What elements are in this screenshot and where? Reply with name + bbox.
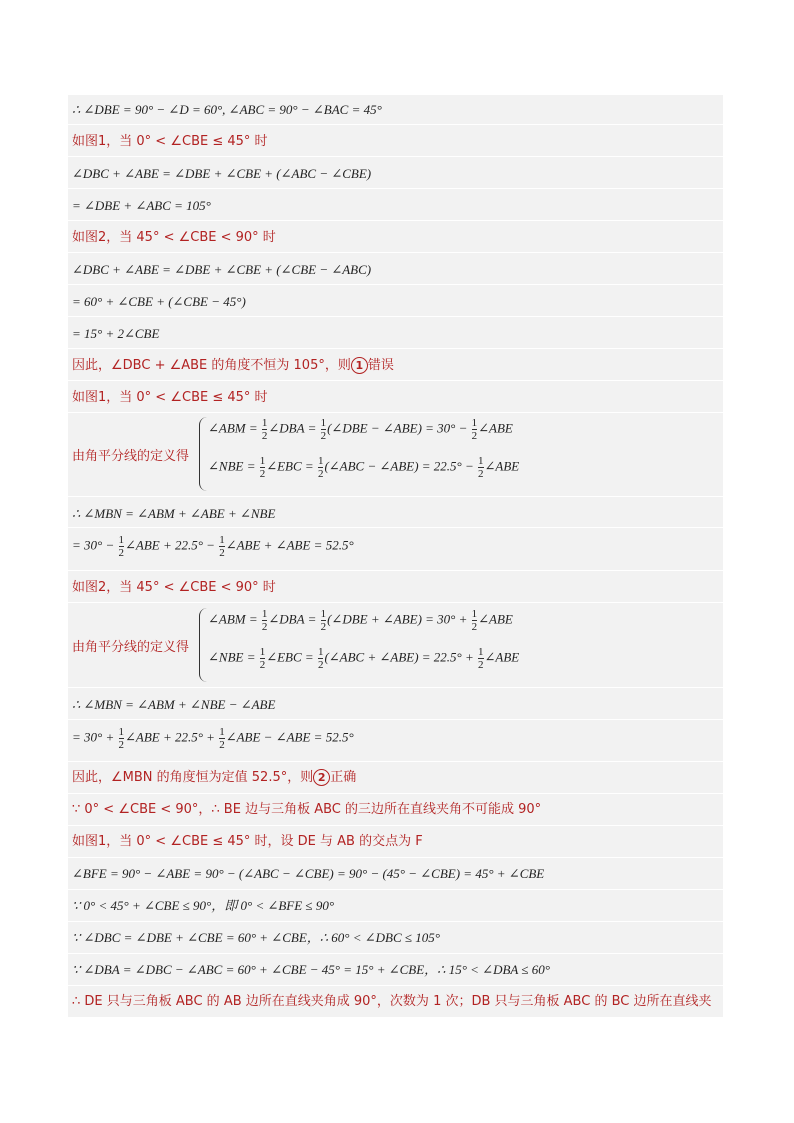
row-divider: [68, 761, 723, 762]
row-divider: [68, 687, 723, 688]
line-17: [72, 726, 354, 751]
row-divider: [68, 188, 723, 189]
fraction-half: [321, 417, 327, 442]
line-22: ∵ 0° < 45° + ∠CBE ≤ 90°，即 0° < ∠BFE ≤ 90°: [72, 898, 335, 913]
row-divider: [68, 793, 723, 794]
numerator: 1: [219, 726, 225, 738]
row-divider: [68, 921, 723, 922]
eq-part: ∠ABE + ∠ABE = 52.5°: [225, 537, 354, 553]
row-divider: [68, 412, 723, 413]
line-13: [72, 534, 354, 559]
eq-part: ∠ABE: [478, 420, 513, 436]
numerator: 1: [471, 608, 478, 620]
eq-part: ∠ABE + 22.5° +: [125, 729, 215, 745]
eq-part: ∠EBC =: [266, 458, 314, 474]
equation-system-2: [72, 606, 712, 684]
numerator: 1: [471, 417, 478, 429]
fraction-half: [262, 417, 268, 442]
denominator: 2: [471, 430, 478, 442]
eq-part: (∠ABC − ∠ABE) = 22.5° −: [324, 458, 474, 474]
numerator: 1: [259, 455, 266, 467]
denominator: 2: [118, 547, 124, 559]
row-divider: [68, 857, 723, 858]
numerator: 1: [317, 455, 324, 467]
row-divider: [68, 348, 723, 349]
conclusion-1-text: 因此，∠DBC + ∠ABE 的角度不恒为 105°，则: [72, 358, 351, 373]
eq-part: ∠ABE + 22.5° −: [125, 537, 215, 553]
case-fig2-heading-2: 如图2，当 45° < ∠CBE < 90° 时: [72, 580, 276, 595]
line-16: ∴ ∠MBN = ∠ABM + ∠NBE − ∠ABE: [72, 697, 276, 712]
numerator: 1: [478, 455, 484, 467]
eq-part: ∠ABE: [484, 458, 520, 474]
numerator: 1: [118, 534, 124, 546]
row-divider: [68, 602, 723, 603]
line-3: ∠DBC + ∠ABE = ∠DBE + ∠CBE + (∠ABC − ∠CBE): [72, 166, 372, 181]
fraction-half: [260, 455, 266, 480]
eq-part: ∠ABM =: [208, 420, 258, 436]
numerator: 1: [320, 608, 327, 620]
numerator: 1: [259, 646, 266, 658]
row-divider: [68, 124, 723, 125]
circled-number-1: 1: [351, 357, 368, 374]
denominator: 2: [317, 468, 324, 480]
row-divider: [68, 825, 723, 826]
eq-part: (∠DBE − ∠ABE) = 30° −: [327, 420, 468, 436]
system-2-row-2: [208, 646, 519, 671]
eq-part: ∠NBE =: [208, 458, 256, 474]
numerator: 1: [219, 534, 225, 546]
denominator: 2: [261, 621, 268, 633]
row-divider: [68, 220, 723, 221]
row-divider: [68, 527, 723, 528]
denominator: 2: [219, 739, 225, 751]
denominator: 2: [320, 621, 327, 633]
numerator: 1: [320, 417, 327, 429]
row-divider: [68, 570, 723, 571]
numerator: 1: [261, 608, 268, 620]
conclusion-1-verdict: 错误: [367, 358, 394, 373]
eq-part: (∠ABC + ∠ABE) = 22.5° +: [324, 649, 474, 665]
line-23: ∵ ∠DBC = ∠DBE + ∠CBE = 60° + ∠CBE，∴ 60° < ∠DBC ≤ 105°: [72, 930, 440, 945]
eq-part: ∠ABM =: [208, 611, 258, 627]
fraction-half: [318, 646, 324, 671]
denominator: 2: [317, 659, 324, 671]
numerator: 1: [118, 726, 124, 738]
line-21: ∠BFE = 90° − ∠ABE = 90° − (∠ABC − ∠CBE) = 90° − (45° − ∠CBE) = 45° + ∠CBE: [72, 866, 545, 881]
fraction-half: [478, 455, 484, 480]
fraction-half: [318, 455, 324, 480]
row-divider: [68, 380, 723, 381]
equation-system-1: [72, 415, 712, 493]
row-divider: [68, 953, 723, 954]
line-1: ∴ ∠DBE = 90° − ∠D = 60°, ∠ABC = 90° − ∠BAC = 45°: [72, 102, 382, 117]
line-4: = ∠DBE + ∠ABC = 105°: [72, 198, 211, 213]
fraction-half: [472, 608, 478, 633]
line-7: = 60° + ∠CBE + (∠CBE − 45°): [72, 294, 246, 309]
fraction-half: [219, 726, 225, 751]
denominator: 2: [219, 547, 225, 559]
eq-part: ∠DBA =: [268, 420, 317, 436]
row-divider: [68, 719, 723, 720]
denominator: 2: [320, 430, 327, 442]
eq-part: (∠DBE + ∠ABE) = 30° +: [327, 611, 468, 627]
row-divider: [68, 284, 723, 285]
case-fig1-heading: 如图1，当 0° < ∠CBE ≤ 45° 时: [72, 134, 268, 149]
denominator: 2: [261, 430, 268, 442]
fraction-half: [321, 608, 327, 633]
row-divider: [68, 316, 723, 317]
eq-part: ∠ABE − ∠ABE = 52.5°: [225, 729, 354, 745]
fraction-half: [260, 646, 266, 671]
system-2-label: 由角平分线的定义得: [72, 640, 190, 655]
eq-part: = 30° +: [72, 729, 115, 745]
row-divider: [68, 889, 723, 890]
system-1-row-1: [208, 417, 513, 442]
denominator: 2: [478, 468, 484, 480]
eq-part: = 30° −: [72, 537, 115, 553]
row-divider: [68, 252, 723, 253]
denominator: 2: [478, 659, 484, 671]
case-fig1-heading-2: 如图1，当 0° < ∠CBE ≤ 45° 时: [72, 390, 268, 405]
line-24: ∵ ∠DBA = ∠DBC − ∠ABC = 60° + ∠CBE − 45° = 15° + ∠CBE，∴ 15° < ∠DBA ≤ 60°: [72, 962, 550, 977]
case-fig1-heading-3: 如图1，当 0° < ∠CBE ≤ 45° 时，设 DE 与 AB 的交点为 F: [72, 834, 423, 849]
conclusion-1: [72, 357, 394, 375]
system-1-row-2: [208, 455, 519, 480]
line-6: ∠DBC + ∠ABE = ∠DBE + ∠CBE + (∠CBE − ∠ABC): [72, 262, 372, 277]
line-19: ∵ 0° < ∠CBE < 90°，∴ BE 边与三角板 ABC 的三边所在直线夹角不可能成 90°: [72, 802, 542, 817]
line-25: ∴ DE 只与三角板 ABC 的 AB 边所在直线夹角成 90°，次数为 1 次；DB 只与三角板 ABC 的 BC 边所在直线夹: [72, 994, 712, 1009]
eq-part: ∠ABE: [478, 611, 513, 627]
numerator: 1: [261, 417, 268, 429]
numerator: 1: [317, 646, 324, 658]
fraction-half: [472, 417, 478, 442]
system-1-label: 由角平分线的定义得: [72, 449, 190, 464]
fraction-half: [478, 646, 484, 671]
circled-number-2: 2: [313, 769, 330, 786]
eq-part: ∠EBC =: [266, 649, 314, 665]
eq-part: ∠DBA =: [268, 611, 317, 627]
row-divider: [68, 985, 723, 986]
denominator: 2: [118, 739, 124, 751]
system-2-row-1: [208, 608, 513, 633]
fraction-half: [219, 534, 225, 559]
fraction-half: [262, 608, 268, 633]
denominator: 2: [471, 621, 478, 633]
eq-part: ∠NBE =: [208, 649, 256, 665]
denominator: 2: [259, 659, 266, 671]
conclusion-2: [72, 769, 356, 787]
denominator: 2: [259, 468, 266, 480]
eq-part: ∠ABE: [484, 649, 520, 665]
conclusion-2-verdict: 正确: [330, 770, 357, 785]
line-12: ∴ ∠MBN = ∠ABM + ∠ABE + ∠NBE: [72, 506, 276, 521]
line-8: = 15° + 2∠CBE: [72, 326, 160, 341]
numerator: 1: [478, 646, 484, 658]
case-fig2-heading: 如图2，当 45° < ∠CBE < 90° 时: [72, 230, 276, 245]
row-divider: [68, 156, 723, 157]
conclusion-2-text: 因此，∠MBN 的角度恒为定值 52.5°，则: [72, 770, 314, 785]
row-divider: [68, 496, 723, 497]
fraction-half: [119, 534, 125, 559]
fraction-half: [119, 726, 125, 751]
